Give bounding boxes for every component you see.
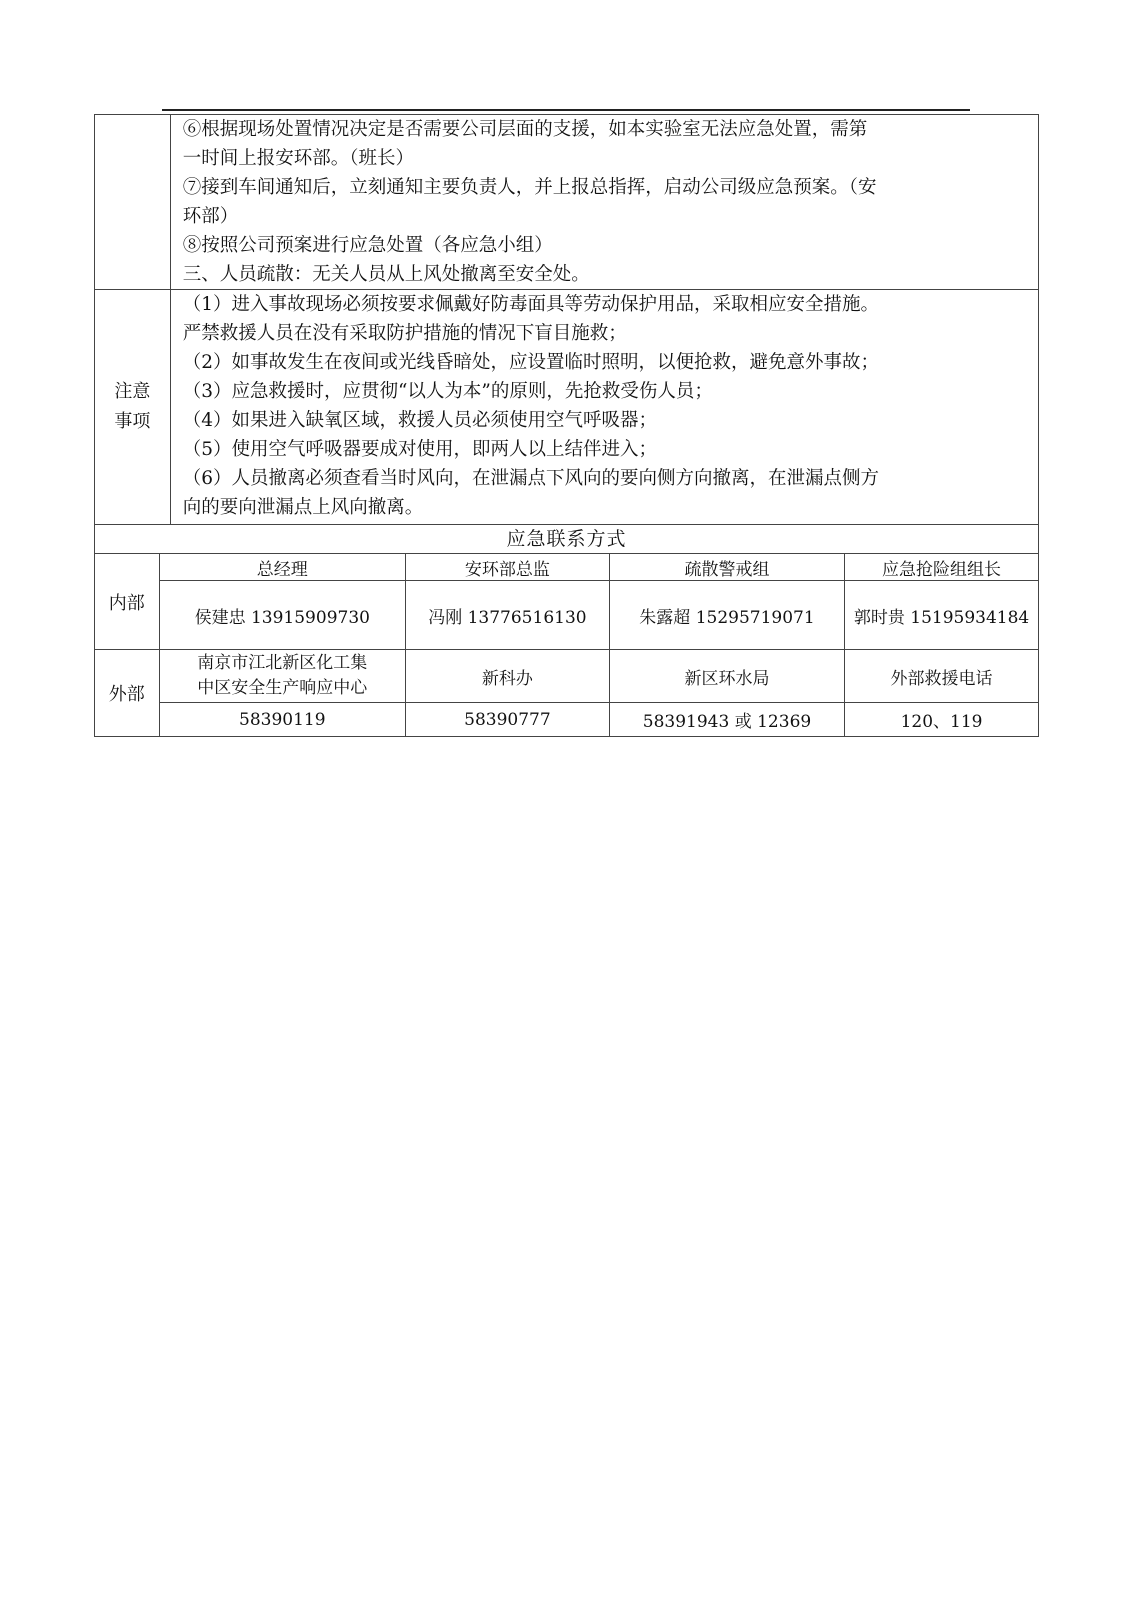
external-label: 外部 xyxy=(95,650,160,737)
contact-role: 安环部总监 xyxy=(405,554,609,581)
contacts-title-row xyxy=(95,525,1039,554)
note-line: （3）应急救援时，应贯彻“以人为本”的原则，先抢救受伤人员； xyxy=(182,381,713,402)
note-line: （6）人员撤离必须查看当时风向，在泄漏点下风向的要向侧方向撤离，在泄漏点侧方 xyxy=(182,468,879,489)
internal-header-row xyxy=(95,554,1039,581)
procedure-text-cell xyxy=(170,115,1038,290)
contact-value: 侯建忠 13915909730 xyxy=(159,581,405,650)
contact-number: 58390119 xyxy=(159,703,405,737)
note-line: （1）进入事故现场必须按要求佩戴好防毒面具等劳动保护用品，采取相应安全措施。 xyxy=(182,294,879,315)
contact-org-line: 南京市江北新区化工集 xyxy=(197,653,368,673)
procedure-label-cell xyxy=(95,115,171,290)
internal-values-row xyxy=(95,581,1039,650)
contacts-title: 应急联系方式 xyxy=(95,525,1039,554)
procedure-line: 三、人员疏散：无关人员从上风处撤离至安全处。 xyxy=(182,264,590,285)
internal-label: 内部 xyxy=(95,554,160,650)
contact-number: 120、119 xyxy=(845,703,1039,737)
external-header-row xyxy=(95,650,1039,703)
contact-role: 总经理 xyxy=(159,554,405,581)
contact-value: 冯刚 13776516130 xyxy=(405,581,609,650)
note-line: 严禁救援人员在没有采取防护措施的情况下盲目施救； xyxy=(182,323,627,344)
procedure-row xyxy=(95,115,1039,290)
note-line: （2）如事故发生在夜间或光线昏暗处，应设置临时照明，以便抢救，避免意外事故； xyxy=(182,352,879,373)
notes-label-cell xyxy=(95,290,171,525)
contact-number: 58390777 xyxy=(405,703,609,737)
note-line: （4）如果进入缺氧区域，救援人员必须使用空气呼吸器； xyxy=(182,410,657,431)
contact-org xyxy=(159,650,405,703)
contact-value: 朱露超 15295719071 xyxy=(609,581,844,650)
notes-row xyxy=(95,290,1039,525)
procedure-line: ⑥根据现场处置情况决定是否需要公司层面的支援，如本实验室无法应急处置，需第 xyxy=(182,119,868,140)
procedure-line: 环部） xyxy=(182,206,239,227)
note-line: （5）使用空气呼吸器要成对使用，即两人以上结伴进入； xyxy=(182,439,657,460)
procedure-line: ⑧按照公司预案进行应急处置（各应急小组） xyxy=(182,235,553,256)
note-line: 向的要向泄漏点上风向撤离。 xyxy=(182,497,424,518)
external-values-row xyxy=(95,703,1039,737)
contact-org: 外部救援电话 xyxy=(845,650,1039,703)
contact-org: 新科办 xyxy=(405,650,609,703)
header-rule xyxy=(162,109,970,111)
emergency-procedure-table xyxy=(94,114,1039,737)
contact-org: 新区环水局 xyxy=(609,650,844,703)
notes-text-cell xyxy=(170,290,1038,525)
procedure-line: ⑦接到车间通知后，立刻通知主要负责人，并上报总指挥，启动公司级应急预案。（安 xyxy=(182,177,877,198)
notes-label-line: 事项 xyxy=(114,411,151,432)
contact-value: 郭时贵 15195934184 xyxy=(845,581,1039,650)
contact-role: 疏散警戒组 xyxy=(609,554,844,581)
notes-label-line: 注意 xyxy=(114,381,151,402)
procedure-line: 一时间上报安环部。（班长） xyxy=(182,148,414,169)
contact-org-line: 中区安全生产响应中心 xyxy=(197,678,368,698)
contact-number: 58391943 或 12369 xyxy=(609,703,844,737)
contact-role: 应急抢险组组长 xyxy=(845,554,1039,581)
